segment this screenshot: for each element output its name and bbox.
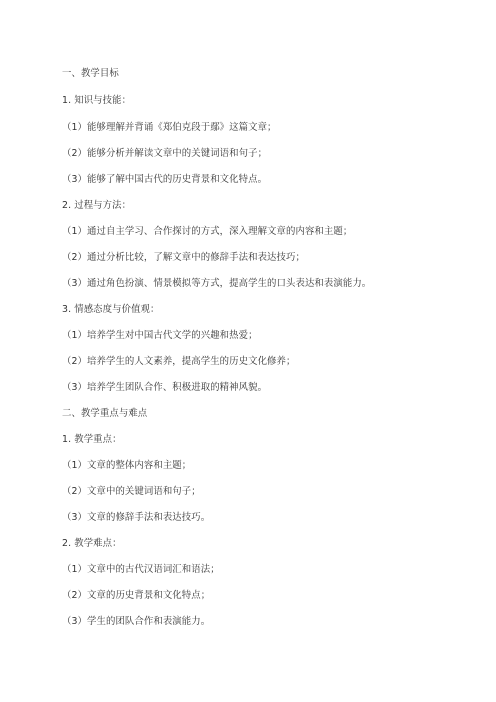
- list-item: （1）文章的整体内容和主题；: [62, 460, 192, 471]
- list-item: （3）通过角色扮演、情景模拟等方式，提高学生的口头表达和表演能力。: [62, 278, 372, 289]
- section-heading-key-difficult-points: 二、教学重点与难点: [62, 408, 148, 419]
- list-item: （2）文章中的关键词语和句子；: [62, 486, 201, 497]
- list-item: （2）培养学生的人文素养，提高学生的历史文化修养；: [62, 356, 296, 367]
- list-item: （3）培养学生团队合作、积极进取的精神风貌。: [62, 382, 268, 393]
- subheading-attitudes-values: 3. 情感态度与价值观：: [62, 304, 160, 315]
- subheading-difficult-points: 2. 教学难点：: [62, 538, 122, 549]
- list-item: （3）文章的修辞手法和表达技巧。: [62, 512, 211, 523]
- list-item: （3）学生的团队合作和表演能力。: [62, 616, 211, 627]
- list-item: （2）能够分析并解读文章中的关键词语和句子；: [62, 148, 268, 159]
- list-item: （1）培养学生对中国古代文学的兴趣和热爱；: [62, 330, 258, 341]
- subheading-knowledge-skills: 1. 知识与技能：: [62, 95, 132, 106]
- list-item: （1）能够理解并背诵《郑伯克段于鄢》这篇文章；: [62, 122, 277, 133]
- list-item: （1）文章中的古代汉语词汇和语法；: [62, 564, 220, 575]
- list-item: （2）文章的历史背景和文化特点；: [62, 590, 211, 601]
- subheading-process-methods: 2. 过程与方法：: [62, 200, 132, 211]
- subheading-key-points: 1. 教学重点：: [62, 434, 122, 445]
- section-heading-teaching-goals: 一、教学目标: [62, 68, 119, 79]
- list-item: （3）能够了解中国古代的历史背景和文化特点。: [62, 174, 268, 185]
- list-item: （1）通过自主学习、合作探讨的方式，深入理解文章的内容和主题；: [62, 226, 353, 237]
- list-item: （2）通过分析比较，了解文章中的修辞手法和表达技巧；: [62, 252, 305, 263]
